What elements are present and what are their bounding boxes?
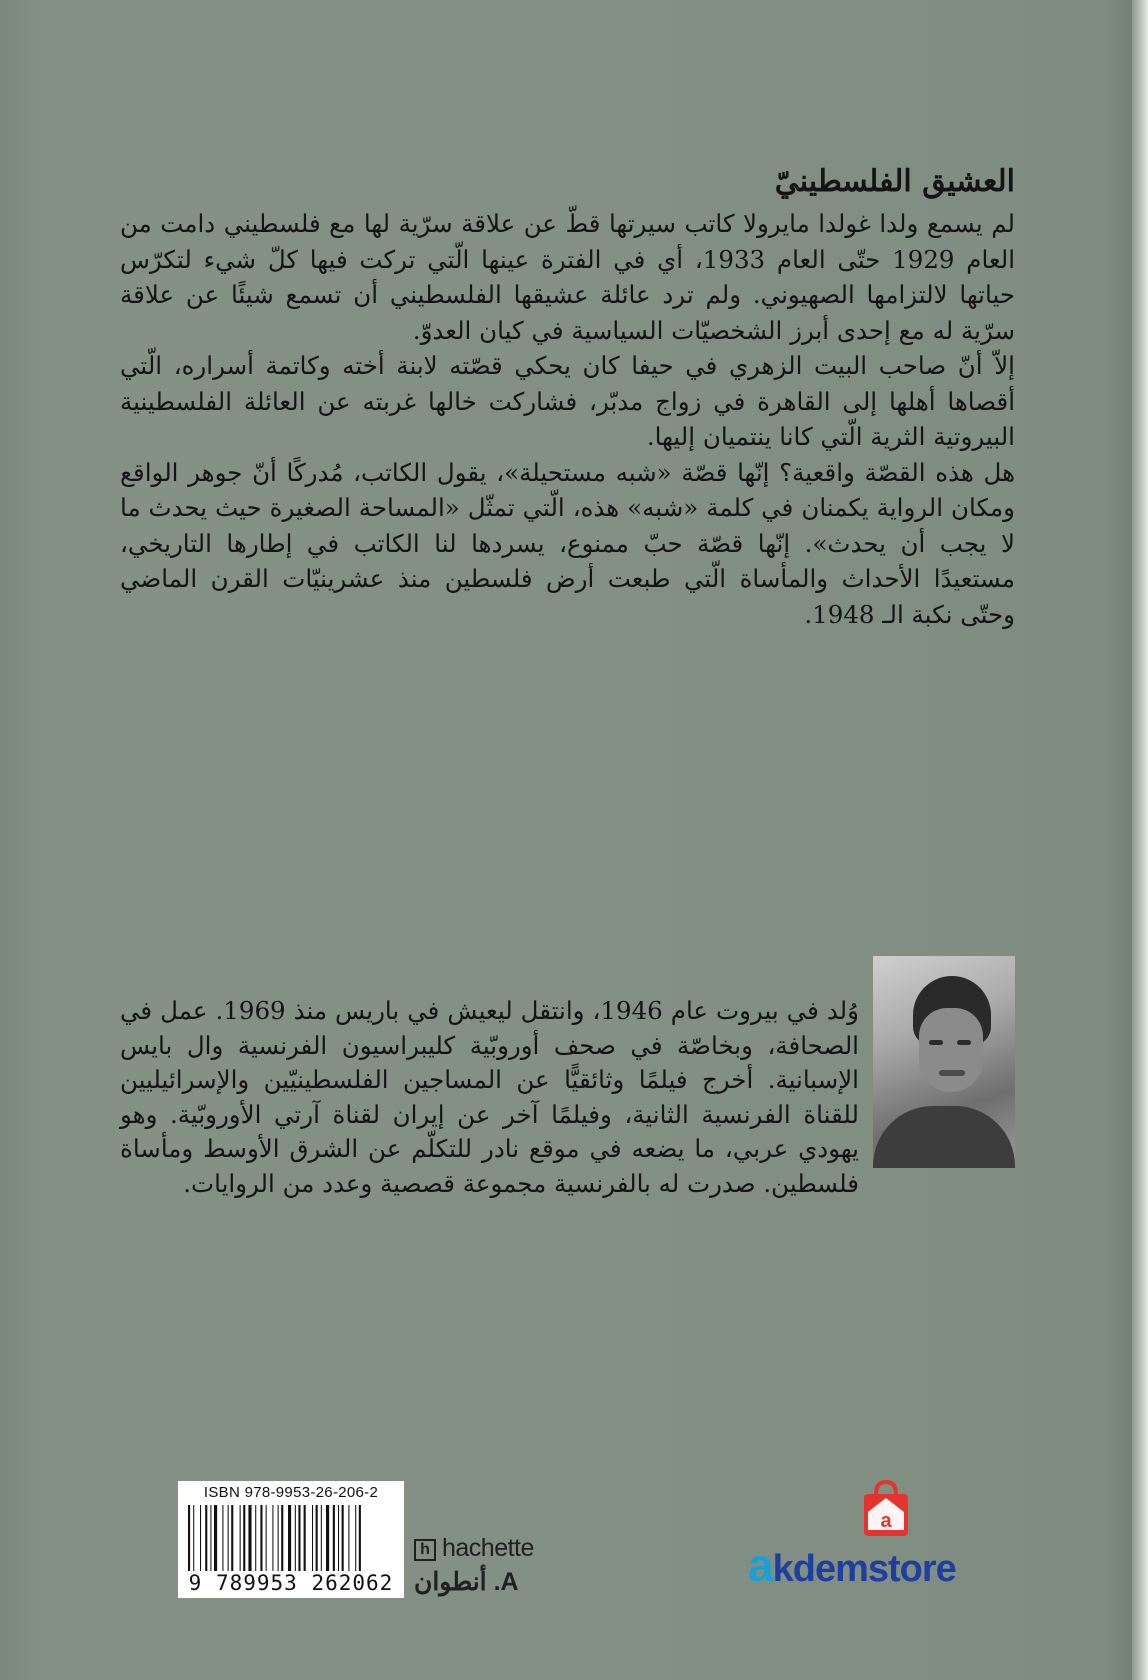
author-photo [873,956,1015,1168]
synopsis-paragraph: إلاّ أنّ صاحب البيت الزهري في حيفا كان يحكي قصّته لابنة أخته وكاتمة أسراره، الّتي أقصاها أهلها إلى القاهرة في زواج مدبّر، فشاركت خالها غربته عن العائلة الفلسطينية البيروتية الثرية الّتي كانا ينتميان إليها. [120,351,1015,451]
synopsis-paragraph: هل هذه القصّة واقعية؟ إنّها قصّة «شبه مستحيلة»، يقول الكاتب، مُدركًا أنّ جوهر الواقع ومكان الرواية يكمنان في كلمة «شبه» هذه، الّتي تمثّل «المساحة الصغيرة حيث يحدث ما لا يجب أن يحدث». إنّها قصّة حبّ ممنوع، يسردها لنا الكاتب في إطارها التاريخي، مستعيدًا الأحداث والمأساة الّتي طبعت أرض فلسطين منذ عشرينيّات القرن الماضي وحتّى نكبة الـ 1948. [120,457,1016,629]
publisher-logo [412,1534,562,1601]
hachette-icon: h [414,1539,436,1561]
page-edge [1132,0,1148,1680]
synopsis-section [120,160,1015,632]
store-logo [748,1480,1018,1590]
bag-letter: a [880,1510,892,1532]
shopping-bag-icon [858,1480,914,1538]
store-name: akdemstore [748,1539,956,1591]
book-title: العشيق الفلسطينيّ [774,164,1015,199]
isbn-label: ISBN 978-9953-26-206-2 [203,1484,379,1501]
synopsis-paragraph: لم يسمع ولدا غولدا مايرولا كاتب سيرتها قطّ عن علاقة سرّية لها مع فلسطيني دامت من العام 1929 حتّى العام 1933، أي في الفترة عينها الّتي تركت فيها كلّ شيء لتكرّس حياتها لالتزامها الصهيوني. ولم ترد عائلة عشيقها الفلسطيني أن تسمع شيئًا عن علاقة سرّية له مع إحدى أبرز الشخصيّات السياسية في كيان العدوّ. [120,209,1016,345]
publisher-latin-name: hachette [442,1534,534,1562]
author-bio: وُلد في بيروت عام 1946، وانتقل ليعيش في باريس منذ 1969. عمل في الصحافة، وبخاصّة في صحف أوروبّية كليبراسيون الفرنسية وال بايس الإسبانية. أخرج فيلمًا وثائقيًّا عن المساجين الفلسطينيّين والإسرائيليين للقناة الفرنسية الثانية، وفيلمًا آخر عن إيران لقناة آرتي الأوروبّية. وهو يهودي عربي، ما يضعه في موقع نادر للتكلّم عن الشرق الأوسط ومأساة فلسطين. صدرت له بالفرنسية مجموعة قصصية وعدد من الروايات. [120,996,859,1198]
barcode-bars [188,1505,394,1571]
isbn-digits: 9 789953 262062 [188,1571,394,1595]
publisher-arabic-name: أنطوان .A [414,1568,519,1596]
isbn-barcode [178,1481,404,1598]
author-section [120,950,1015,1201]
